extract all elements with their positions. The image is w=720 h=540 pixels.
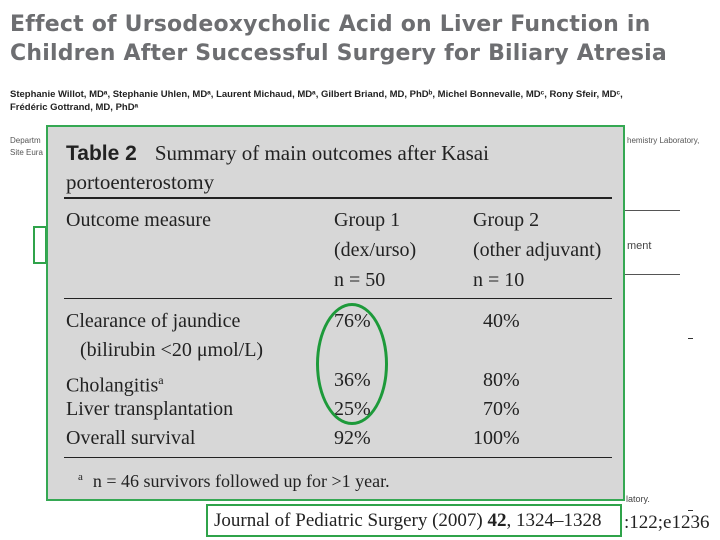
row-measure: Liver transplantation xyxy=(66,398,234,420)
header-group-2-line-3: n = 10 xyxy=(473,269,525,291)
header-group-1-line-1: Group 1 xyxy=(334,209,401,231)
footnote-marker: a xyxy=(78,471,83,483)
background-rule xyxy=(625,274,680,275)
header-outcome: Outcome measure xyxy=(66,209,211,231)
row-group-1-value: 36% xyxy=(334,369,371,391)
table-top-rule xyxy=(64,197,612,199)
citation-pages: , 1324–1328 xyxy=(506,510,602,531)
background-tick xyxy=(688,338,693,339)
row-measure-text: Cholangitis xyxy=(66,374,159,397)
header-group-2 xyxy=(473,205,601,295)
highlight-box-left xyxy=(33,226,47,264)
header-group-1 xyxy=(334,205,416,295)
table-header-rule xyxy=(64,298,612,299)
row-group-1-value: 25% xyxy=(334,398,371,420)
affiliation-left-line-2: Site Eura xyxy=(10,148,43,157)
table-panel xyxy=(46,125,625,501)
affiliation-left-line-1: Departm xyxy=(10,136,41,145)
row-measure-footnote-marker: a xyxy=(158,373,164,387)
affiliation-right-text: hemistry Laboratory, xyxy=(627,136,700,145)
citation-tail-fragment: :122;e1236 xyxy=(624,512,710,533)
row-group-2-value: 80% xyxy=(483,369,520,391)
affiliation-fragment-right xyxy=(627,135,720,147)
header-group-1-line-3: n = 50 xyxy=(334,269,386,291)
background-fragment-ment: ment xyxy=(627,240,652,252)
background-rule xyxy=(625,210,680,211)
citation-journal: Journal of Pediatric Surgery (2007) xyxy=(214,510,483,531)
row-measure: Overall survival xyxy=(66,427,196,449)
row-measure-continuation: (bilirubin <20 μmol/L) xyxy=(80,339,264,361)
row-group-1-value: 76% xyxy=(334,310,371,332)
row-group-2-value: 100% xyxy=(473,427,520,449)
paper-title-line-2: Children After Successful Surgery for Biliary Atresia xyxy=(10,41,667,66)
paper-title xyxy=(10,10,710,68)
row-measure: Clearance of jaundice xyxy=(66,310,241,332)
citation-volume: 42 xyxy=(487,510,507,531)
author-line-1: Stephanie Willot, MDᵃ, Stephanie Uhlen, MDᵃ, Laurent Michaud, MDᵃ, Gilbert Briand, MD, PhDᵇ, Michel Bonnevalle, MDᶜ, Rony Sfeir, MDᶜ, xyxy=(10,89,623,100)
table-bottom-rule xyxy=(64,457,612,458)
table-label: Table 2 xyxy=(66,142,137,165)
row-group-2-value: 70% xyxy=(483,398,520,420)
row-group-2-value: 40% xyxy=(483,310,520,332)
author-line-2: Frédéric Gottrand, MD, PhDᵃ xyxy=(10,102,139,113)
header-group-1-line-2: (dex/urso) xyxy=(334,239,417,261)
header-group-2-line-1: Group 2 xyxy=(473,209,540,231)
footnote-text: n = 46 survivors followed up for >1 year. xyxy=(92,471,390,491)
row-group-1-value: 92% xyxy=(334,427,371,449)
table-caption-line-2: portoenterostomy xyxy=(66,170,215,194)
affiliation-fragment-left xyxy=(10,135,46,159)
highlight-oval xyxy=(316,303,388,425)
citation-box xyxy=(206,504,622,537)
header-group-2-line-2: (other adjuvant) xyxy=(473,239,602,261)
author-list xyxy=(10,88,710,114)
background-fragment-latory: latory. xyxy=(626,494,650,504)
paper-title-line-1: Effect of Ursodeoxycholic Acid on Liver Function in xyxy=(10,12,651,37)
table-footnote xyxy=(78,465,390,493)
table-caption-line-1: Summary of main outcomes after Kasai xyxy=(154,141,489,165)
table-caption xyxy=(66,139,606,196)
